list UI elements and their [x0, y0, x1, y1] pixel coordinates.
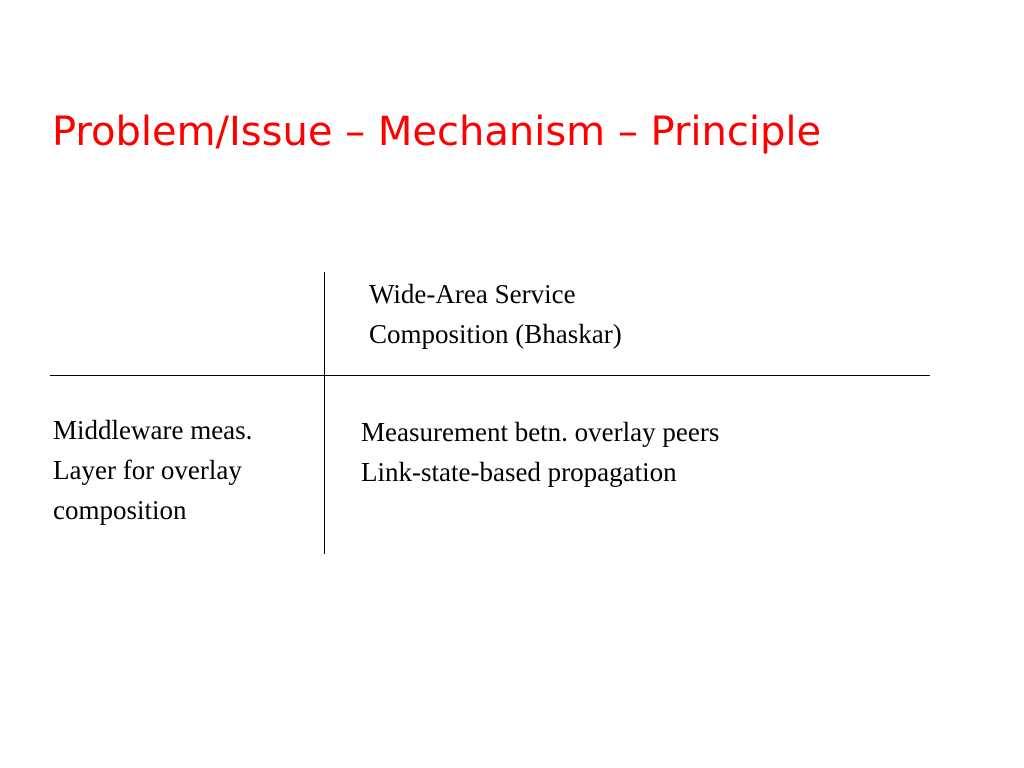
table-vertical-divider — [324, 272, 325, 554]
row-label — [53, 410, 252, 530]
row-label-line: composition — [53, 495, 187, 525]
row-label-line: Middleware meas. — [53, 415, 253, 445]
column-header-line: Wide-Area Service — [369, 279, 576, 309]
column-header — [369, 274, 622, 354]
table-cell — [361, 412, 719, 492]
table-cell-line: Measurement betn. overlay peers — [361, 417, 720, 447]
table-horizontal-divider — [50, 375, 930, 376]
row-label-line: Layer for overlay — [53, 455, 242, 485]
table-cell-line: Link-state-based propagation — [361, 457, 677, 487]
slide-title: Problem/Issue – Mechanism – Principle — [52, 109, 822, 155]
column-header-line: Composition (Bhaskar) — [369, 319, 622, 349]
